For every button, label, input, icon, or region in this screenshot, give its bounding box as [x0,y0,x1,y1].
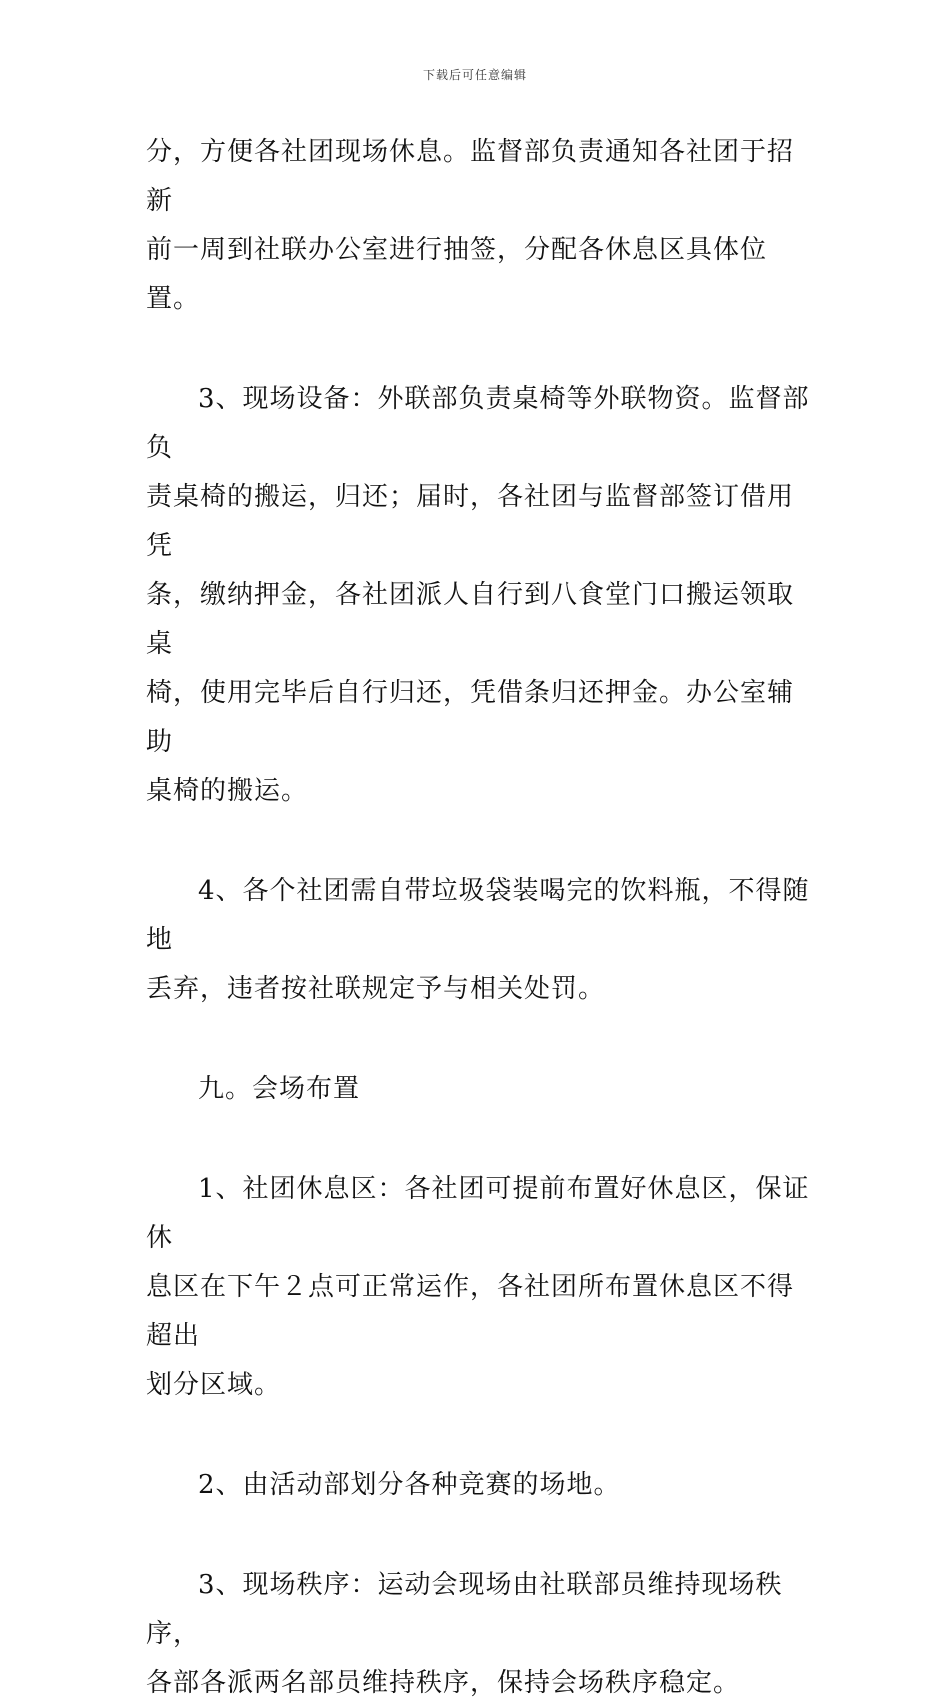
paragraph-6 [146,1561,810,1708]
text-line: 桌椅的搬运。 [146,776,309,806]
paragraph-3 [146,867,810,1014]
text-line: 息区在下午２点可正常运作，各社团所布置休息区不得超出 [146,1272,795,1351]
text-line: 条，缴纳押金，各社团派人自行到八食堂门口搬运领取桌 [146,580,795,659]
text-line: 1、社团休息区：各社团可提前布置好休息区，保证休 [146,1174,810,1253]
paragraph-4 [146,1165,810,1410]
paragraph-1 [146,128,810,324]
text-line: 椅，使用完毕后自行归还，凭借条归还押金。办公室辅助 [146,678,795,757]
text-line: 3、现场设备：外联部负责桌椅等外联物资。监督部负 [146,384,810,463]
text-line: 划分区域。 [146,1370,282,1400]
paragraph-2 [146,375,810,816]
document-body [146,128,810,1708]
paragraph-5 [146,1461,810,1510]
section-heading [146,1065,810,1114]
text-line: 3、现场秩序：运动会现场由社联部员维持现场秩序， [146,1570,783,1649]
text-line: 各部各派两名部员维持秩序，保持会场秩序稳定。 [146,1668,741,1698]
text-line: 分，方便各社团现场休息。监督部负责通知各社团于招新 [146,137,795,216]
text-line: 4、各个社团需自带垃圾袋装喝完的饮料瓶，不得随地 [146,876,810,955]
header-note: 下载后可任意编辑 [422,68,527,82]
text-line: 责桌椅的搬运，归还；届时，各社团与监督部签订借用凭 [146,482,795,561]
text-line: 丢弃，违者按社联规定予与相关处罚。 [146,974,606,1004]
section-heading-text: 九。会场布置 [198,1074,361,1104]
text-line: 2、由活动部划分各种竞赛的场地。 [198,1470,621,1500]
text-line: 前一周到社联办公室进行抽签，分配各休息区具体位置。 [146,235,768,314]
